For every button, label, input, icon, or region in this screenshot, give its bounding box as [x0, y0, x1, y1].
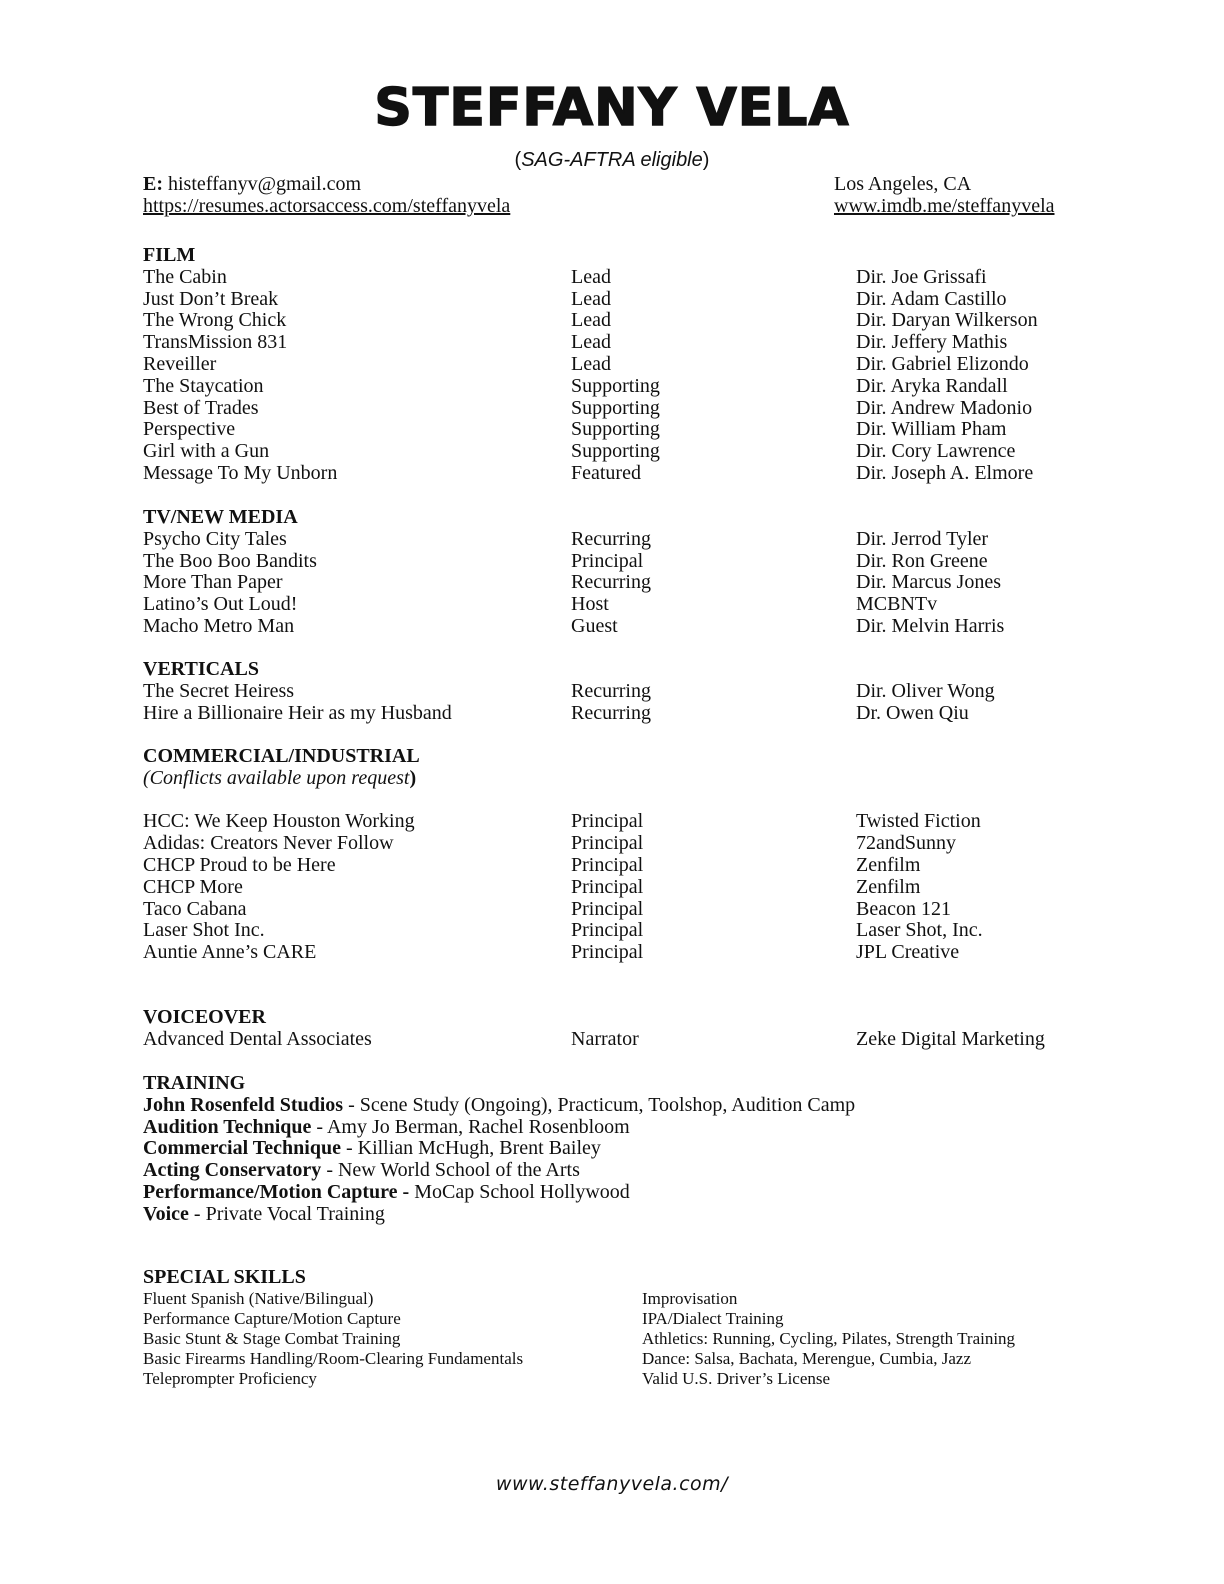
role: Supporting — [571, 396, 660, 419]
production-company: Beacon 121 — [856, 897, 951, 920]
role: Supporting — [571, 418, 660, 441]
training-heading: TRAINING — [143, 1072, 246, 1094]
tv-row — [143, 529, 1143, 551]
project-title: Girl with a Gun — [143, 440, 270, 463]
voiceover-section — [143, 1007, 1143, 1051]
production-company: JPL Creative — [856, 941, 960, 964]
training-detail: - New World School of the Arts — [321, 1159, 580, 1182]
verticals-heading: VERTICALS — [143, 658, 259, 680]
role: Principal — [571, 919, 644, 942]
training-detail: MoCap School Hollywood — [409, 1180, 630, 1203]
project-title: Message To My Unborn — [143, 461, 338, 484]
project-title: The Secret Heiress — [143, 679, 295, 702]
email-label: E: — [143, 173, 163, 195]
training-school: Voice — [143, 1202, 189, 1225]
director: Dir. Jeffery Mathis — [856, 331, 1008, 354]
director: Dir. Melvin Harris — [856, 614, 1005, 637]
skills-right-column — [642, 1289, 1015, 1389]
skills-section — [143, 1267, 1093, 1399]
film-row — [143, 376, 1143, 398]
commercial-row — [143, 899, 1143, 921]
role: Principal — [571, 853, 644, 876]
director: Dir. Aryka Randall — [856, 374, 1008, 397]
role: Featured — [571, 461, 641, 484]
commercial-row — [143, 920, 1143, 942]
skill-item: Dance: Salsa, Bachata, Merengue, Cumbia, Jazz — [642, 1348, 972, 1368]
skill-item: Teleprompter Proficiency — [143, 1368, 317, 1388]
conflicts-note-text: (Conflicts available upon request — [143, 766, 410, 789]
skill-item: Athletics: Running, Cycling, Pilates, Strength Training — [642, 1328, 1016, 1348]
role: Lead — [571, 352, 611, 375]
actors-access-link[interactable]: https://resumes.actorsaccess.com/steffanyvela — [143, 195, 511, 217]
skills-heading: SPECIAL SKILLS — [143, 1266, 306, 1288]
director: Dir. Adam Castillo — [856, 287, 1007, 310]
project-title: Best of Trades — [143, 396, 259, 419]
role: Recurring — [571, 571, 651, 594]
project-title: Adidas: Creators Never Follow — [143, 832, 394, 855]
project-title: Taco Cabana — [143, 897, 247, 920]
film-section — [143, 245, 1143, 485]
tv-heading: TV/NEW MEDIA — [143, 506, 298, 528]
production-company: Zenfilm — [856, 853, 921, 876]
training-school: Acting Conservatory — [143, 1159, 322, 1182]
role: Principal — [571, 810, 644, 833]
project-title: CHCP Proud to be Here — [143, 853, 336, 876]
skill-item: Basic Firearms Handling/Room-Clearing Fundamentals — [143, 1348, 524, 1368]
director: Dir. Gabriel Elizondo — [856, 352, 1029, 375]
film-row — [143, 398, 1143, 420]
director: Dir. Jerrod Tyler — [856, 527, 989, 550]
director: Dir. Marcus Jones — [856, 571, 1001, 594]
role: Lead — [571, 265, 611, 288]
union-close-paren: ) — [702, 149, 710, 171]
training-item — [143, 1117, 855, 1139]
project-title: Latino’s Out Loud! — [143, 593, 298, 616]
conflicts-note — [143, 768, 1143, 790]
project-title: Psycho City Tales — [143, 527, 287, 550]
voiceover-heading: VOICEOVER — [143, 1006, 266, 1028]
film-row — [143, 289, 1143, 311]
project-title: Hire a Billionaire Heir as my Husband — [143, 701, 452, 724]
website-link[interactable]: www.steffanyvela.com/ — [495, 1473, 729, 1495]
training-detail: - Killian McHugh, Brent Bailey — [340, 1137, 601, 1160]
director: Dr. Owen Qiu — [856, 701, 969, 724]
imdb-link[interactable]: www.imdb.me/steffanyvela — [834, 195, 1055, 217]
role: Host — [571, 593, 609, 616]
role: Recurring — [571, 679, 651, 702]
director: Dir. Joseph A. Elmore — [856, 461, 1034, 484]
project-title: The Staycation — [143, 374, 264, 397]
role: Recurring — [571, 527, 651, 550]
film-row — [143, 310, 1143, 332]
location: Los Angeles, CA — [834, 173, 972, 195]
training-item — [143, 1182, 855, 1204]
training-detail: - Private Vocal Training — [188, 1202, 385, 1225]
project-title: The Wrong Chick — [143, 309, 287, 332]
director: Dir. Ron Greene — [856, 549, 988, 572]
project-title: The Boo Boo Bandits — [143, 549, 317, 572]
project-title: TransMission 831 — [143, 331, 288, 354]
production-company: Twisted Fiction — [856, 810, 981, 833]
film-row — [143, 463, 1143, 485]
film-row — [143, 419, 1143, 441]
production-company: Zenfilm — [856, 875, 921, 898]
film-row — [143, 267, 1143, 289]
training-detail: - Scene Study (Ongoing), Practicum, Toolshop, Audition Camp — [343, 1093, 856, 1116]
project-title: Just Don’t Break — [143, 287, 279, 310]
project-title: Auntie Anne’s CARE — [143, 941, 317, 964]
spacer — [143, 790, 1143, 812]
project-title: Advanced Dental Associates — [143, 1027, 372, 1050]
commercial-row — [143, 877, 1143, 899]
production-company: 72andSunny — [856, 832, 956, 855]
film-heading: FILM — [143, 244, 196, 266]
director: Dir. Andrew Madonio — [856, 396, 1033, 419]
project-title: More Than Paper — [143, 571, 283, 594]
tv-row — [143, 572, 1143, 594]
union-status — [0, 149, 1224, 172]
project-title: Perspective — [143, 418, 236, 441]
director: MCBNTv — [856, 593, 938, 616]
commercial-row — [143, 811, 1143, 833]
training-school: John Rosenfeld Studios — [143, 1093, 344, 1116]
commercial-heading: COMMERCIAL/INDUSTRIAL — [143, 745, 420, 767]
skills-columns — [143, 1289, 1093, 1399]
training-school: Commercial Technique — [143, 1137, 341, 1160]
production-company: Zeke Digital Marketing — [856, 1027, 1045, 1050]
training-school: Audition Technique — [143, 1115, 312, 1138]
role: Supporting — [571, 440, 660, 463]
production-company: Laser Shot, Inc. — [856, 919, 983, 942]
director: Dir. Daryan Wilkerson — [856, 309, 1038, 332]
skill-item: IPA/Dialect Training — [642, 1308, 784, 1328]
project-title: The Cabin — [143, 265, 227, 288]
training-item — [143, 1204, 855, 1226]
training-school: Performance/Motion Capture - — [143, 1180, 410, 1203]
role: Principal — [571, 897, 644, 920]
commercial-section — [143, 746, 1143, 964]
role: Principal — [571, 875, 644, 898]
training-section — [143, 1073, 855, 1226]
commercial-row — [143, 942, 1143, 964]
skill-item: Valid U.S. Driver’s License — [642, 1368, 831, 1388]
project-title: Macho Metro Man — [143, 614, 295, 637]
commercial-row — [143, 833, 1143, 855]
film-rows — [143, 267, 1143, 485]
role: Guest — [571, 614, 618, 637]
skill-item: Fluent Spanish (Native/Bilingual) — [143, 1288, 374, 1308]
role: Recurring — [571, 701, 651, 724]
role: Principal — [571, 941, 644, 964]
skill-item: Performance Capture/Motion Capture — [143, 1308, 401, 1328]
training-item — [143, 1095, 855, 1117]
director: Dir. Oliver Wong — [856, 679, 995, 702]
verticals-section — [143, 659, 1143, 724]
film-row — [143, 354, 1143, 376]
director: Dir. William Pham — [856, 418, 1007, 441]
training-item — [143, 1138, 855, 1160]
role: Lead — [571, 309, 611, 332]
actor-name: STEFFANY VELA — [374, 78, 850, 138]
commercial-row — [143, 855, 1143, 877]
project-title: CHCP More — [143, 875, 243, 898]
role: Principal — [571, 549, 644, 572]
project-title: Laser Shot Inc. — [143, 919, 265, 942]
director: Dir. Cory Lawrence — [856, 440, 1016, 463]
tv-row — [143, 594, 1143, 616]
project-title: Reveiller — [143, 352, 217, 375]
verticals-row — [143, 681, 1143, 703]
email-address[interactable]: histeffanyv@gmail.com — [168, 173, 362, 195]
training-detail: - Amy Jo Berman, Rachel Rosenbloom — [311, 1115, 630, 1138]
tv-section — [143, 507, 1143, 638]
voiceover-row — [143, 1029, 1143, 1051]
skill-item: Basic Stunt & Stage Combat Training — [143, 1328, 401, 1348]
skills-left-column — [143, 1289, 523, 1389]
tv-row — [143, 616, 1143, 638]
role: Principal — [571, 832, 644, 855]
training-item — [143, 1160, 855, 1182]
role: Supporting — [571, 374, 660, 397]
role: Lead — [571, 331, 611, 354]
director: Dir. Joe Grissafi — [856, 265, 987, 288]
email-line — [143, 173, 361, 195]
conflicts-note-close: ) — [409, 766, 417, 789]
verticals-row — [143, 703, 1143, 725]
film-row — [143, 332, 1143, 354]
skill-item: Improvisation — [642, 1288, 738, 1308]
union-open-paren: ( — [514, 149, 522, 171]
film-row — [143, 441, 1143, 463]
tv-row — [143, 551, 1143, 573]
union-status-text: SAG-AFTRA eligible — [521, 149, 703, 171]
role: Narrator — [571, 1027, 639, 1050]
project-title: HCC: We Keep Houston Working — [143, 810, 415, 833]
role: Lead — [571, 287, 611, 310]
